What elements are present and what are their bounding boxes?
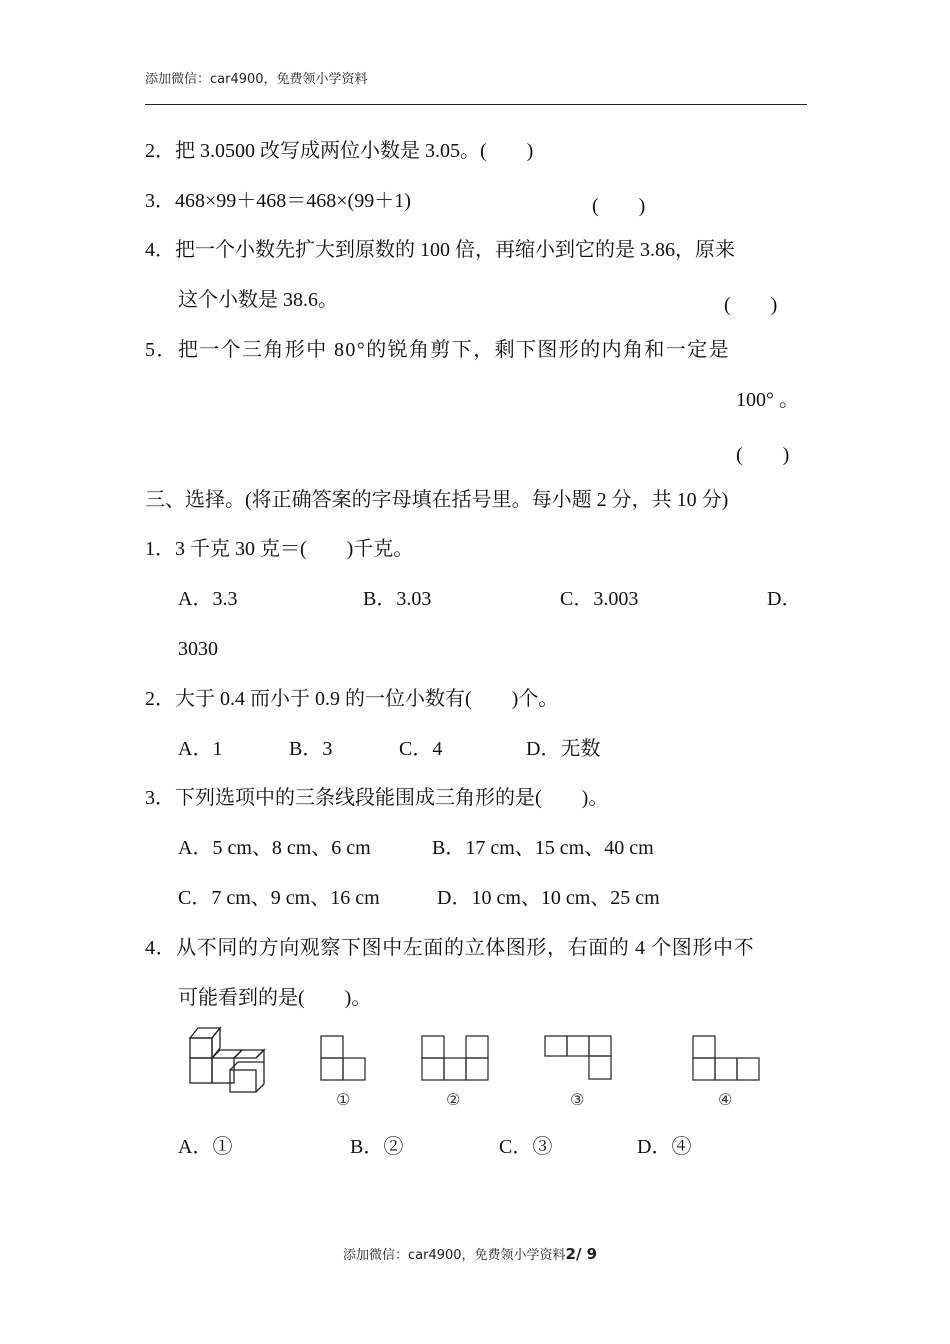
item-text: 从不同的方向观察下图中左面的立体图形，右面的 4 个图形中不	[176, 937, 755, 959]
item-continuation: 这个小数是 38.6。	[178, 289, 338, 311]
option-c: C．4	[399, 738, 443, 760]
option-b: B．17 cm、15 cm、40 cm	[432, 837, 654, 859]
option-b: B．3	[289, 738, 333, 760]
option-c: C．3.003	[560, 588, 639, 610]
option-a: A．①	[178, 1136, 233, 1158]
item-text: 大于 0.4 而小于 0.9 的一位小数有( )个。	[175, 688, 559, 710]
view-4	[693, 1036, 759, 1080]
item-text: 把一个三角形中 80°的锐角剪下，剩下图形的内角和一定是	[177, 339, 731, 361]
item-number: 4．	[145, 239, 175, 261]
view-3	[545, 1036, 611, 1079]
item-number: 3．	[145, 190, 175, 212]
option-a: A．3.3	[178, 588, 238, 610]
item-continuation: 100° 。	[736, 389, 799, 411]
item-number: 3．	[145, 787, 175, 809]
figure-label-2: ②	[446, 1090, 461, 1109]
page-number: 2/ 9	[565, 1245, 598, 1263]
option-d: D．	[767, 588, 802, 610]
item-number: 1．	[145, 538, 175, 560]
item-text: 468×99＋468＝468×(99＋1)	[175, 190, 411, 212]
view-2	[422, 1036, 488, 1080]
option-b: B．②	[350, 1136, 404, 1158]
item-text: 3 千克 30 克＝( )千克。	[175, 538, 414, 560]
option-d: D．10 cm、10 cm、25 cm	[437, 887, 660, 909]
view-1	[321, 1036, 365, 1080]
option-d: D．④	[637, 1136, 692, 1158]
option-c: C．7 cm、9 cm、16 cm	[178, 887, 380, 909]
figure-label-4: ④	[718, 1090, 733, 1109]
solid-figure	[190, 1028, 264, 1092]
option-a: A．5 cm、8 cm、6 cm	[178, 837, 371, 859]
footer-text: 添加微信：car4900，免费领小学资料	[343, 1248, 566, 1263]
option-b: B．3.03	[363, 588, 432, 610]
option-d: D．无数	[526, 738, 601, 760]
option-d-wrap: 3030	[178, 638, 218, 660]
page-header: 添加微信：car4900，免费领小学资料	[145, 72, 368, 87]
answer-paren: ( )	[724, 294, 778, 316]
figure-label-3: ③	[570, 1090, 585, 1109]
item-continuation: 可能看到的是( )。	[178, 987, 372, 1009]
option-c: C．③	[499, 1136, 553, 1158]
figure-label-1: ①	[336, 1090, 351, 1109]
item-number: 2．	[145, 140, 175, 162]
answer-paren: ( )	[736, 444, 790, 466]
answer-paren: ( )	[592, 195, 646, 217]
item-text: 下列选项中的三条线段能围成三角形的是( )。	[175, 787, 609, 809]
section-title: 三、选择。(将正确答案的字母填在括号里。每小题 2 分，共 10 分)	[145, 489, 729, 511]
option-a: A．1	[178, 738, 223, 760]
item-number: 5．	[145, 339, 178, 361]
item-text: 把一个小数先扩大到原数的 100 倍，再缩小到它的是 3.86，原来	[175, 239, 735, 261]
item-number: 2．	[145, 688, 175, 710]
item-number: 4．	[145, 937, 177, 959]
item-text: 把 3.0500 改写成两位小数是 3.05。( )	[175, 140, 534, 162]
page-footer	[343, 1244, 597, 1263]
